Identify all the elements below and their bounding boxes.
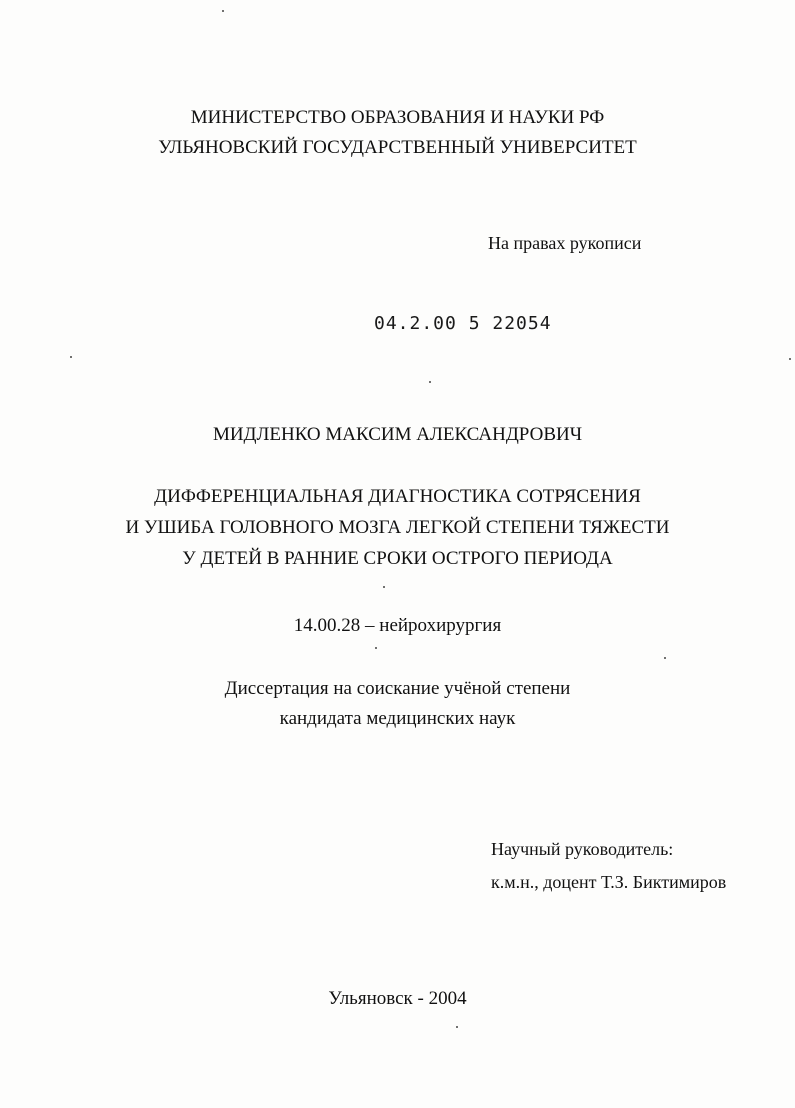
scan-speck — [383, 586, 385, 588]
scan-speck — [222, 10, 224, 12]
author-name: МИДЛЕНКО МАКСИМ АЛЕКСАНДРОВИЧ — [212, 424, 583, 445]
supervisor-label: Научный руководитель: — [491, 839, 674, 859]
specialty-code: 14.00.28 – нейрохирургия — [293, 615, 502, 636]
registration-number: 04.2.00 5 22054 — [374, 313, 552, 334]
supervisor-name: к.м.н., доцент Т.З. Биктимиров — [491, 872, 727, 892]
title-line-3: У ДЕТЕЙ В РАННИЕ СРОКИ ОСТРОГО ПЕРИОДА — [182, 548, 613, 569]
scan-speck — [456, 1026, 458, 1028]
title-line-2: И УШИБА ГОЛОВНОГО МОЗГА ЛЕГКОЙ СТЕПЕНИ ТЯЖЕСТИ — [125, 517, 670, 538]
degree-line-1: Диссертация на соискание учёной степени — [224, 678, 571, 699]
manuscript-note: На правах рукописи — [488, 233, 642, 253]
scan-speck — [789, 358, 791, 360]
scan-speck — [375, 647, 377, 649]
degree-line-2: кандидата медицинских наук — [279, 708, 516, 729]
scan-speck — [664, 657, 666, 659]
city-year: Ульяновск - 2004 — [328, 988, 467, 1009]
scan-speck — [70, 356, 72, 358]
ministry-heading: МИНИСТЕРСТВО ОБРАЗОВАНИЯ И НАУКИ РФ — [190, 107, 605, 128]
university-heading: УЛЬЯНОВСКИЙ ГОСУДАРСТВЕННЫЙ УНИВЕРСИТЕТ — [158, 137, 637, 158]
title-line-1: ДИФФЕРЕНЦИАЛЬНАЯ ДИАГНОСТИКА СОТРЯСЕНИЯ — [154, 486, 641, 507]
scan-speck — [429, 381, 431, 383]
